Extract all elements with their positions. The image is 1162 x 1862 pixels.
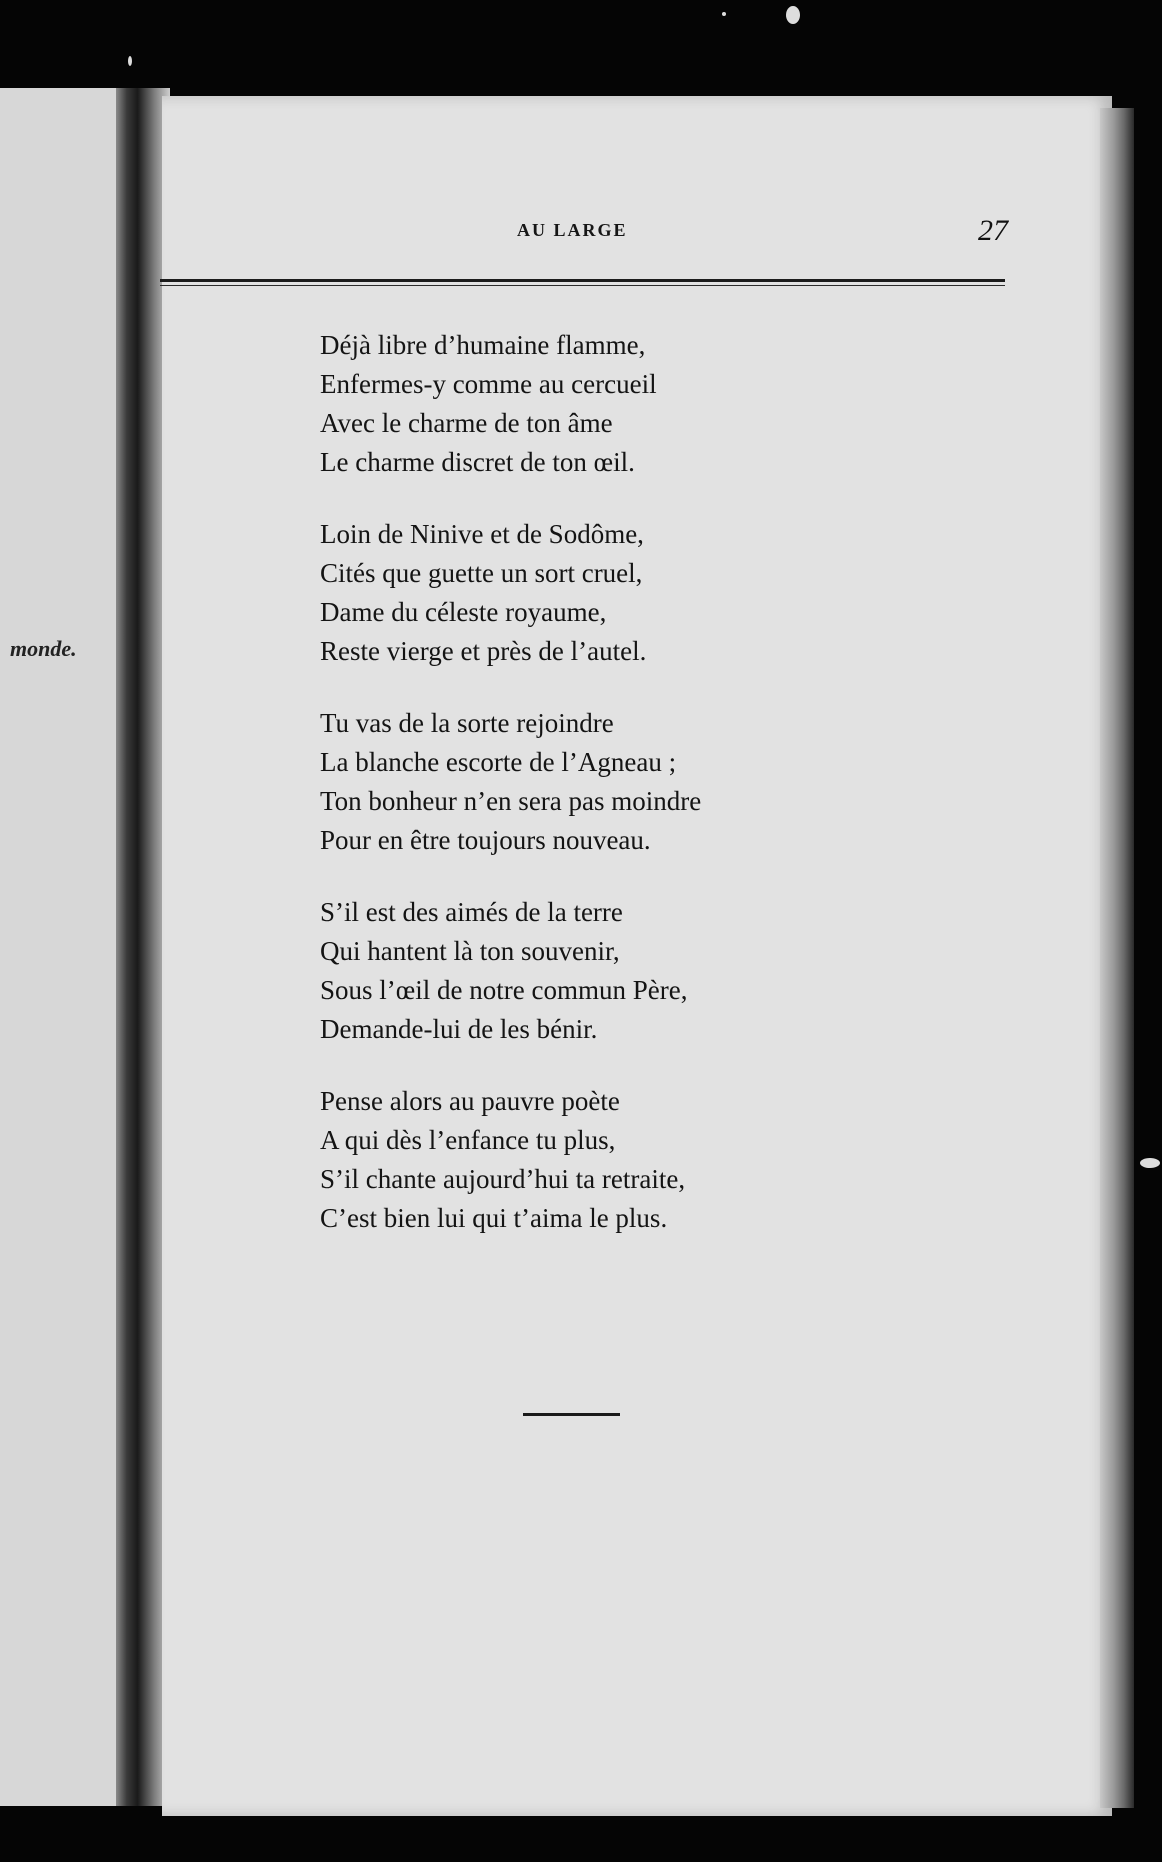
header-rule (160, 279, 1005, 286)
page-edge (1100, 108, 1134, 1808)
dust-speck (1140, 1158, 1160, 1168)
poem-line: S’il est des aimés de la terre (320, 897, 623, 927)
poem-line: Reste vierge et près de l’autel. (320, 636, 647, 666)
poem-line: Avec le charme de ton âme (320, 408, 613, 438)
poem-line: Dame du céleste royaume, (320, 597, 607, 627)
poem (320, 326, 880, 1271)
running-head: AU LARGE (517, 220, 628, 240)
stanza (320, 704, 880, 860)
poem-line: Enfermes-y comme au cercueil (320, 369, 657, 399)
poem-line: S’il chante aujourd’hui ta retraite, (320, 1164, 686, 1194)
dust-speck (128, 56, 132, 66)
end-rule (523, 1413, 620, 1416)
poem-line: Sous l’œil de notre commun Père, (320, 975, 688, 1005)
poem-line: Tu vas de la sorte rejoindre (320, 708, 614, 738)
poem-line: Demande-lui de les bénir. (320, 1014, 598, 1044)
poem-line: Cités que guette un sort cruel, (320, 558, 643, 588)
poem-line: Déjà libre d’humaine flamme, (320, 330, 646, 360)
poem-line: Le charme discret de ton œil. (320, 447, 635, 477)
poem-line: Qui hantent là ton souvenir, (320, 936, 620, 966)
stanza (320, 893, 880, 1049)
poem-line: A qui dès l’enfance tu plus, (320, 1125, 616, 1155)
stanza (320, 515, 880, 671)
poem-line: Loin de Ninive et de Sodôme, (320, 519, 644, 549)
page-number: 27 (978, 214, 1008, 247)
poem-line: Pour en être toujours nouveau. (320, 825, 651, 855)
stanza (320, 1082, 880, 1238)
poem-line: Ton bonheur n’en sera pas moindre (320, 786, 702, 816)
stanza (320, 326, 880, 482)
poem-line: C’est bien lui qui t’aima le plus. (320, 1203, 668, 1233)
dust-speck (722, 12, 726, 16)
poem-line: Pense alors au pauvre poète (320, 1086, 620, 1116)
left-page-word: monde. (10, 636, 77, 661)
dust-speck (786, 6, 800, 24)
poem-line: La blanche escorte de l’Agneau ; (320, 747, 677, 777)
